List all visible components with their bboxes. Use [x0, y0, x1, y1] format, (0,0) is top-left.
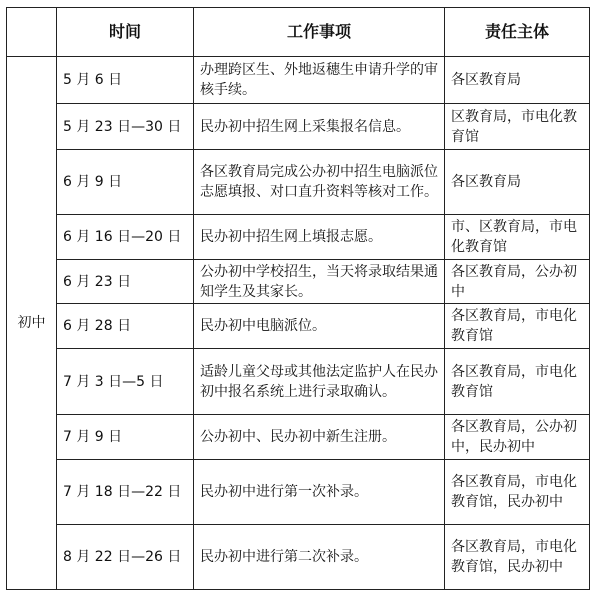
- schedule-table-wrapper: [6, 7, 589, 590]
- row-owner: 各区教育局，公办初中: [445, 260, 590, 304]
- row-time: 5 月 6 日: [57, 57, 194, 104]
- row-item: 各区教育局完成公办初中招生电脑派位志愿填报、对口直升资料等核对工作。: [194, 150, 445, 215]
- row-time: 6 月 16 日—20 日: [57, 215, 194, 260]
- row-item: 适龄儿童父母或其他法定监护人在民办初中报名系统上进行录取确认。: [194, 349, 445, 415]
- table-row: [7, 415, 590, 460]
- schedule-table: [6, 7, 590, 590]
- group-label: 初中: [7, 57, 57, 590]
- row-time: 7 月 18 日—22 日: [57, 460, 194, 525]
- row-item: 民办初中招生网上填报志愿。: [194, 215, 445, 260]
- row-item: 民办初中进行第一次补录。: [194, 460, 445, 525]
- table-row: [7, 304, 590, 349]
- row-owner: 各区教育局，公办初中，民办初中: [445, 415, 590, 460]
- row-item: 民办初中电脑派位。: [194, 304, 445, 349]
- table-row: [7, 215, 590, 260]
- row-owner: 各区教育局: [445, 57, 590, 104]
- header-blank-cell: [7, 8, 57, 57]
- row-item: 公办初中学校招生，当天将录取结果通知学生及其家长。: [194, 260, 445, 304]
- row-owner: 各区教育局: [445, 150, 590, 215]
- row-time: 7 月 9 日: [57, 415, 194, 460]
- table-row: [7, 104, 590, 150]
- row-owner: 市、区教育局，市电化教育馆: [445, 215, 590, 260]
- row-item: 民办初中进行第二次补录。: [194, 525, 445, 590]
- header-owner: 责任主体: [445, 8, 590, 57]
- row-item: 公办初中、民办初中新生注册。: [194, 415, 445, 460]
- row-time: 6 月 9 日: [57, 150, 194, 215]
- row-time: 6 月 23 日: [57, 260, 194, 304]
- row-owner: 各区教育局，市电化教育馆: [445, 304, 590, 349]
- row-time: 8 月 22 日—26 日: [57, 525, 194, 590]
- row-time: 6 月 28 日: [57, 304, 194, 349]
- row-time: 7 月 3 日—5 日: [57, 349, 194, 415]
- table-row: [7, 349, 590, 415]
- row-time: 5 月 23 日—30 日: [57, 104, 194, 150]
- table-row: [7, 260, 590, 304]
- header-row: [7, 8, 590, 57]
- header-time: 时间: [57, 8, 194, 57]
- table-row: [7, 57, 590, 104]
- row-item: 办理跨区生、外地返穗生申请升学的审核手续。: [194, 57, 445, 104]
- header-item: 工作事项: [194, 8, 445, 57]
- row-owner: 区教育局，市电化教育馆: [445, 104, 590, 150]
- row-item: 民办初中招生网上采集报名信息。: [194, 104, 445, 150]
- row-owner: 各区教育局，市电化教育馆，民办初中: [445, 460, 590, 525]
- row-owner: 各区教育局，市电化教育馆，民办初中: [445, 525, 590, 590]
- table-row: [7, 460, 590, 525]
- table-row: [7, 525, 590, 590]
- row-owner: 各区教育局，市电化教育馆: [445, 349, 590, 415]
- table-row: [7, 150, 590, 215]
